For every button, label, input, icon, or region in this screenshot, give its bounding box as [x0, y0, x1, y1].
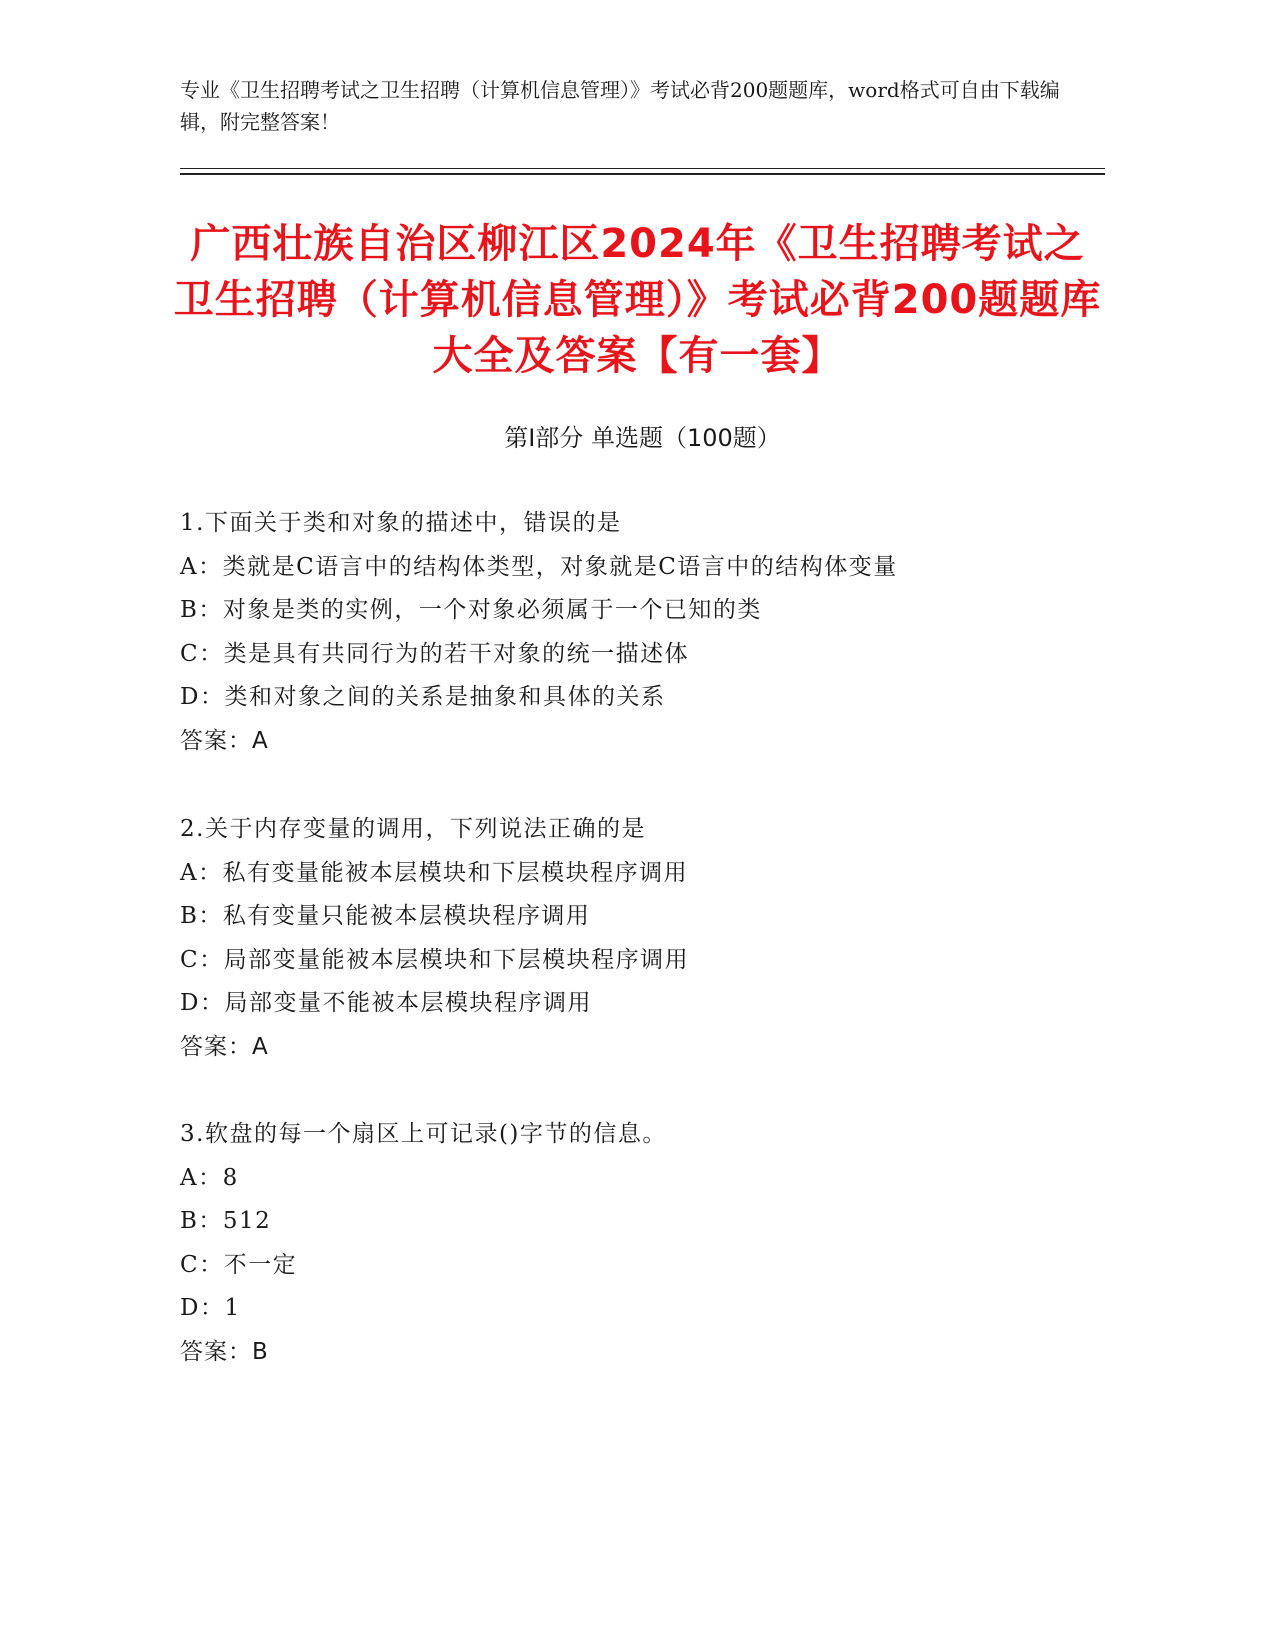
option-a: A：类就是C语言中的结构体类型，对象就是C语言中的结构体变量 — [180, 553, 898, 580]
option-b: B：对象是类的实例，一个对象必须属于一个已知的类 — [180, 597, 762, 623]
intro-text: 专业《卫生招聘考试之卫生招聘（计算机信息管理）》考试必背200题题库，word格式可自由下载编辑，附完整答案！ — [180, 78, 1060, 134]
answer: 答案：A — [180, 1033, 269, 1060]
answer: 答案：B — [180, 1338, 269, 1365]
option-d: D：局部变量不能被本层模块程序调用 — [180, 990, 592, 1016]
option-a: A：8 — [180, 1164, 239, 1191]
option-c: C：类是具有共同行为的若干对象的统一描述体 — [180, 640, 690, 667]
question-3 — [180, 1113, 1105, 1374]
option-c: C：局部变量能被本层模块和下层模块程序调用 — [180, 946, 690, 973]
header-divider-thick — [180, 173, 1105, 175]
question-1 — [180, 502, 1105, 763]
question-stem: 3.软盘的每一个扇区上可记录()字节的信息。 — [180, 1121, 667, 1147]
question-2 — [180, 808, 1105, 1069]
option-d: D：1 — [180, 1295, 241, 1321]
option-b: B：512 — [180, 1208, 272, 1234]
option-c: C：不一定 — [180, 1251, 298, 1278]
section-heading: 第Ⅰ部分 单选题（100题） — [504, 424, 781, 452]
question-stem: 1.下面关于类和对象的描述中，错误的是 — [180, 510, 622, 536]
header-divider-thin — [180, 168, 1105, 169]
answer: 答案：A — [180, 727, 269, 754]
option-d: D：类和对象之间的关系是抽象和具体的关系 — [180, 684, 666, 710]
question-stem: 2.关于内存变量的调用，下列说法正确的是 — [180, 816, 646, 842]
option-b: B：私有变量只能被本层模块程序调用 — [180, 903, 591, 929]
document-title: 广西壮族自治区柳江区2024年《卫生招聘考试之卫生招聘（计算机信息管理）》考试必背200题题库大全及答案【有一套】 — [173, 221, 1102, 379]
option-a: A：私有变量能被本层模块和下层模块程序调用 — [180, 859, 689, 886]
